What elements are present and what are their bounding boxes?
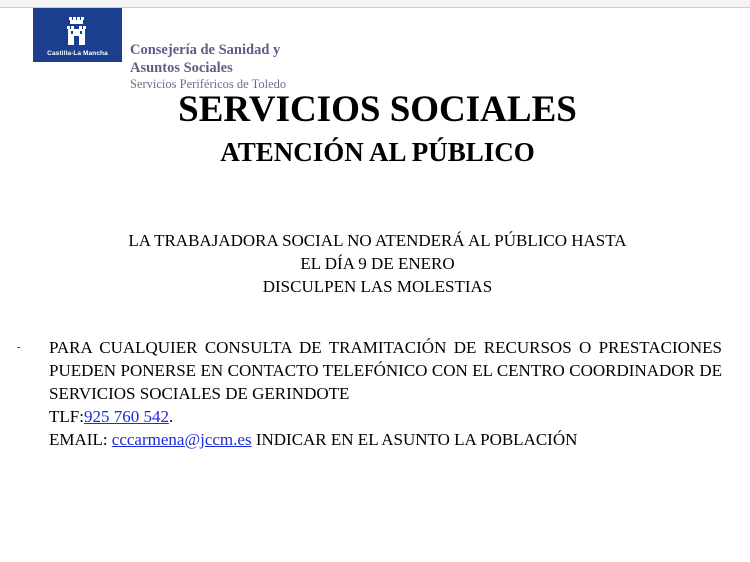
org-name-line1: Consejería de Sanidad y: [130, 42, 281, 58]
top-border: [0, 0, 750, 8]
email-link[interactable]: cccarmena@jccm.es: [111, 430, 252, 449]
organization-header: [130, 41, 286, 91]
list-dash: -: [17, 342, 21, 353]
phone-suffix: .: [168, 407, 174, 426]
contact-paragraph: [35, 336, 722, 405]
notice-line: DISCULPEN LAS MOLESTIAS: [262, 277, 493, 296]
contact-text: PARA CUALQUIER CONSULTA DE TRAMITACIÓN DE RECURSOS O PRESTACIONES PUEDEN PONERSE EN CONTACTO TELEFÓNICO CON EL CENTRO COORDINADOR DE SERVICIOS SOCIALES DE GERINDOTE: [49, 338, 722, 403]
phone-label: TLF:: [49, 407, 84, 426]
phone-line: [35, 405, 722, 428]
contact-section: [17, 336, 722, 451]
notice-line: LA TRABAJADORA SOCIAL NO ATENDERÁ AL PÚBLICO HASTA: [128, 231, 627, 250]
logo-text: Castilla-La Mancha: [47, 50, 108, 57]
castilla-la-mancha-logo: [33, 8, 122, 62]
org-name-line2: Asuntos Sociales: [130, 60, 233, 76]
email-note: INDICAR EN EL ASUNTO LA POBLACIÓN: [251, 430, 578, 449]
org-department: Servicios Periféricos de Toledo: [130, 77, 287, 91]
email-line: [35, 428, 722, 451]
notice-block: [0, 229, 750, 298]
page-title: SERVICIOS SOCIALES: [178, 89, 577, 130]
email-label: EMAIL:: [49, 430, 112, 449]
page-subtitle: ATENCIÓN AL PÚBLICO: [220, 137, 535, 167]
phone-link[interactable]: 925 760 542: [83, 407, 169, 426]
notice-line: EL DÍA 9 DE ENERO: [300, 254, 455, 273]
